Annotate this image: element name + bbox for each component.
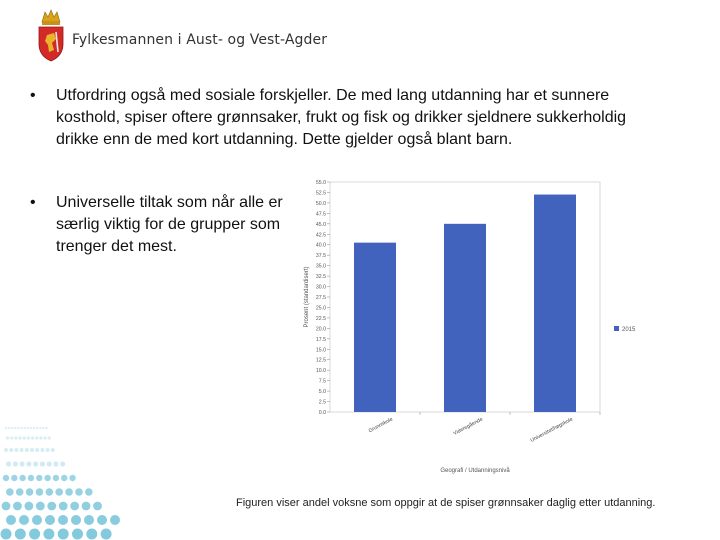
decorative-dot (84, 515, 94, 525)
decorative-dot (14, 436, 17, 439)
bullet-dot: • (30, 194, 36, 211)
bullet-item (30, 192, 300, 258)
decorative-dot (10, 436, 13, 439)
decorative-dot (47, 502, 56, 511)
decorative-dot (43, 529, 54, 540)
decorative-dot (6, 436, 9, 439)
decorative-dot (2, 502, 11, 511)
y-tick-label: 42.5 (315, 232, 326, 239)
decorative-dot (25, 448, 29, 452)
decorative-dot (20, 448, 24, 452)
decorative-dot (86, 529, 97, 540)
decorative-dot (39, 436, 42, 439)
decorative-dot (20, 427, 22, 429)
y-tick-label: 35.0 (315, 263, 326, 270)
decorative-dot (58, 515, 68, 525)
bullet-text: Universelle tiltak som når alle er særlig viktig for de grupper som trenger det mest. (56, 194, 283, 255)
y-tick-label: 5.0 (318, 389, 326, 396)
decorative-dot (55, 488, 63, 496)
decorative-dot (30, 427, 32, 429)
y-tick-label: 7.5 (318, 378, 326, 385)
decorative-dot (43, 436, 46, 439)
decorative-dot (51, 448, 55, 452)
bar (354, 243, 396, 412)
decorative-dot (17, 427, 19, 429)
decorative-dot (45, 515, 55, 525)
decorative-dot (36, 427, 38, 429)
decorative-dot (32, 515, 42, 525)
decorative-dot (40, 461, 45, 466)
y-tick-label: 17.5 (315, 336, 326, 343)
decorative-dot (23, 436, 26, 439)
x-tick-label: Universitet/høgskole (529, 416, 574, 444)
decorative-dot (60, 461, 65, 466)
decorative-dot (97, 515, 107, 525)
decorative-dot (13, 461, 18, 466)
y-tick-label: 45.0 (315, 221, 326, 228)
decorative-dot (85, 488, 93, 496)
decorative-dot (61, 475, 67, 481)
y-tick-label: 12.5 (315, 357, 326, 364)
decorative-dot (110, 515, 120, 525)
decorative-dot (72, 529, 83, 540)
y-tick-label: 15.0 (315, 347, 326, 354)
decorative-dot (29, 529, 40, 540)
decorative-dot (24, 427, 26, 429)
decorative-dot (14, 448, 18, 452)
decorative-dot (15, 529, 26, 540)
bar (534, 195, 576, 412)
decorative-dot (59, 502, 68, 511)
bullet-item (30, 85, 630, 151)
decorative-dot (8, 427, 10, 429)
decorative-dot (20, 461, 25, 466)
decorative-dot (11, 427, 13, 429)
decorative-dot (53, 475, 59, 481)
decorative-dot (36, 502, 45, 511)
y-tick-label: 30.0 (315, 284, 326, 291)
decorative-dot (44, 475, 50, 481)
figure-caption: Figuren viser andel voksne som oppgir at de spiser grønnsaker daglig etter utdanning. (236, 497, 656, 509)
bullet-text: Utfordring også med sosiale forskjeller. De med lang utdanning har et sunnere kosthold, spiser oftere grønnsaker, frukt og fisk og drikker sjeldnere sukkerholdig drikke enn de med kort utdanning. Dette gjelder også blant barn. (56, 87, 627, 148)
decorative-dot (19, 515, 29, 525)
decorative-dot (45, 427, 47, 429)
x-tick-label: Videregående (452, 416, 484, 437)
decorative-dot (39, 427, 41, 429)
x-tick-label: Grunnskole (367, 416, 394, 435)
y-tick-label: 47.5 (315, 211, 326, 218)
x-axis-label: Geografi / Utdanningsnivå (440, 468, 510, 474)
decorative-dot (75, 488, 83, 496)
y-tick-label: 50.0 (315, 200, 326, 207)
bar-chart (300, 176, 660, 476)
decorative-dot (31, 436, 34, 439)
decorative-dot (19, 475, 25, 481)
decorative-dot (53, 461, 58, 466)
decorative-dot (1, 529, 12, 540)
decorative-dot (46, 448, 50, 452)
decorative-dot-pattern (0, 420, 120, 540)
y-tick-label: 27.5 (315, 295, 326, 301)
decorative-dot (26, 488, 34, 496)
decorative-dot (27, 436, 30, 439)
decorative-dot (24, 502, 33, 511)
decorative-dot (28, 475, 34, 481)
y-tick-label: 32.5 (315, 274, 326, 281)
decorative-dot (4, 448, 8, 452)
decorative-dot (9, 448, 13, 452)
decorative-dot (42, 427, 44, 429)
decorative-dot (58, 529, 69, 540)
decorative-dot (6, 488, 14, 496)
organization-name: Fylkesmannen i Aust- og Vest-Agder (72, 32, 328, 48)
y-tick-label: 40.0 (315, 242, 326, 249)
decorative-dot (70, 502, 79, 511)
decorative-dot (36, 475, 42, 481)
y-axis-label: Prosent (standardisert) (304, 266, 310, 328)
decorative-dot (48, 436, 51, 439)
bullet-dot: • (30, 87, 36, 104)
decorative-dot (14, 427, 16, 429)
bar (444, 224, 486, 412)
y-tick-label: 2.5 (318, 399, 326, 406)
decorative-dot (46, 488, 54, 496)
decorative-dot (26, 461, 31, 466)
legend-swatch (614, 326, 619, 331)
decorative-dot (65, 488, 73, 496)
y-tick-label: 55.0 (315, 180, 326, 186)
decorative-dot (18, 436, 21, 439)
decorative-dot (47, 461, 52, 466)
y-tick-label: 52.5 (315, 190, 326, 197)
decorative-dot (40, 448, 44, 452)
y-tick-label: 0.0 (318, 410, 326, 416)
y-tick-label: 22.5 (315, 315, 326, 322)
decorative-dot (93, 502, 102, 511)
y-tick-label: 25.0 (315, 305, 326, 312)
y-tick-label: 20.0 (315, 326, 326, 333)
decorative-dot (3, 475, 9, 481)
decorative-dot (33, 427, 35, 429)
decorative-dot (11, 475, 17, 481)
decorative-dot (33, 461, 38, 466)
decorative-dot (6, 515, 16, 525)
decorative-dot (5, 427, 7, 429)
coat-of-arms-logo (36, 8, 66, 62)
decorative-dot (35, 448, 39, 452)
y-tick-label: 37.5 (315, 253, 326, 260)
decorative-dot (101, 529, 112, 540)
decorative-dot (27, 427, 29, 429)
decorative-dot (35, 436, 38, 439)
y-tick-label: 10.0 (315, 368, 326, 375)
legend-label: 2015 (622, 327, 636, 333)
decorative-dot (71, 515, 81, 525)
decorative-dot (30, 448, 34, 452)
decorative-dot (16, 488, 24, 496)
decorative-dot (6, 461, 11, 466)
decorative-dot (82, 502, 91, 511)
decorative-dot (13, 502, 22, 511)
decorative-dot (69, 475, 75, 481)
decorative-dot (36, 488, 44, 496)
